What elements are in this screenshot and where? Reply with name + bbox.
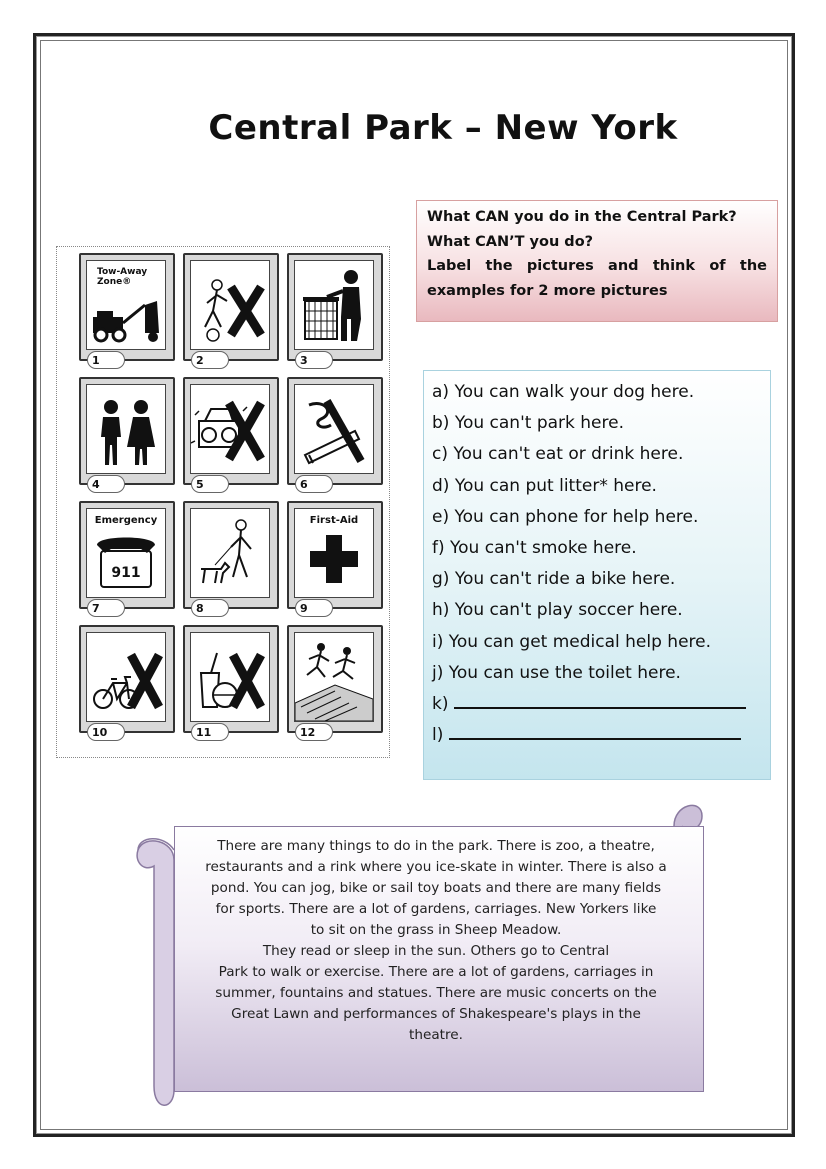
sentence-item: d) You can put litter* here. xyxy=(432,475,657,496)
first-aid-cross-icon xyxy=(295,509,373,597)
sentence-item: a) You can walk your dog here. xyxy=(432,382,695,402)
paragraph-line: They read or sleep in the sun. Others go to Central xyxy=(262,943,610,959)
card-number: 3 xyxy=(295,351,333,369)
card-number: 7 xyxy=(87,599,125,617)
dog-walking-icon xyxy=(191,509,269,597)
card-number: 11 xyxy=(191,723,229,741)
paragraph-line: There are many things to do in the park. There is zoo, a theatre, xyxy=(217,838,655,854)
paragraph-line: Park to walk or exercise. There are a lot of gardens, carriages in xyxy=(218,964,654,980)
card-number: 12 xyxy=(295,723,333,741)
picture-card-7 xyxy=(79,501,175,615)
card-number: 4 xyxy=(87,475,125,493)
no-food-drink-icon xyxy=(191,633,269,721)
toilet-people-icon xyxy=(87,385,165,473)
instruction-line: Label the pictures and think of the xyxy=(427,258,767,274)
blank-label: k) xyxy=(432,694,449,715)
card-number: 10 xyxy=(87,723,125,741)
no-radio-icon xyxy=(191,385,269,473)
answer-line[interactable] xyxy=(454,691,746,709)
sentence-item: b) You can't park here. xyxy=(432,413,624,434)
telephone-911-icon xyxy=(87,509,165,597)
jogging-icon xyxy=(295,633,373,721)
litter-bin-icon xyxy=(295,261,373,349)
sentence-item: g) You can't ride a bike here. xyxy=(432,569,676,590)
sentence-item: i) You can get medical help here. xyxy=(432,631,712,652)
sentence-item: f) You can't smoke here. xyxy=(432,538,637,559)
card-number: 2 xyxy=(191,351,229,369)
tow-truck-icon xyxy=(87,261,165,349)
no-bike-icon xyxy=(87,633,165,721)
card-caption: First-Aid xyxy=(309,515,359,526)
card-number: 6 xyxy=(295,475,333,493)
picture-card-1 xyxy=(79,253,175,367)
reading-scroll xyxy=(134,790,708,1112)
picture-card-11 xyxy=(183,625,279,739)
picture-card-6 xyxy=(287,377,383,491)
paragraph-line: for sports. There are a lot of gardens, carriages. New Yorkers like xyxy=(215,901,657,917)
card-number: 9 xyxy=(295,599,333,617)
card-number: 1 xyxy=(87,351,125,369)
paragraph-line: Great Lawn and performances of Shakespeare's plays in the xyxy=(231,1006,641,1022)
picture-card-12 xyxy=(287,625,383,739)
picture-card-10 xyxy=(79,625,175,739)
paragraph-line: restaurants and a rink where you ice-skate in winter. There is also a xyxy=(205,859,667,875)
picture-card-5 xyxy=(183,377,279,491)
paragraph-line: to sit on the grass in Sheep Meadow. xyxy=(310,922,562,938)
picture-card-8 xyxy=(183,501,279,615)
picture-grid xyxy=(56,246,390,758)
no-smoking-icon xyxy=(295,385,373,473)
card-number: 8 xyxy=(191,599,229,617)
instruction-line: examples for 2 more pictures xyxy=(427,282,668,299)
picture-card-2 xyxy=(183,253,279,367)
sentence-list xyxy=(423,370,771,780)
phone-number: 911 xyxy=(111,565,141,581)
card-caption: Tow-Away Zone® xyxy=(97,267,148,287)
answer-line[interactable] xyxy=(449,722,741,740)
sentence-item: j) You can use the toilet here. xyxy=(432,662,681,683)
instruction-line: What CAN’T you do? xyxy=(427,233,594,250)
instructions-box xyxy=(416,200,778,322)
blank-answer-row[interactable] xyxy=(432,720,762,751)
picture-card-4 xyxy=(79,377,175,491)
picture-card-9 xyxy=(287,501,383,615)
picture-card-3 xyxy=(287,253,383,367)
sentence-item: c) You can't eat or drink here. xyxy=(432,444,684,465)
paragraph-line: theatre. xyxy=(409,1027,463,1043)
paragraph-line: pond. You can jog, bike or sail toy boats and there are many fields xyxy=(210,880,662,896)
reading-paragraph xyxy=(186,836,686,1046)
sentence-item: h) You can't play soccer here. xyxy=(432,600,683,621)
page-title: Central Park – New York xyxy=(208,108,678,148)
sentence-item: e) You can phone for help here. xyxy=(432,506,699,527)
paragraph-line: summer, fountains and statues. There are music concerts on the xyxy=(215,985,657,1001)
card-caption: Emergency xyxy=(94,515,158,526)
instruction-line: What CAN you do in the Central Park? xyxy=(427,209,737,225)
no-soccer-icon xyxy=(191,261,269,349)
blank-label: l) xyxy=(432,725,444,746)
blank-answer-row[interactable] xyxy=(432,689,762,720)
card-number: 5 xyxy=(191,475,229,493)
